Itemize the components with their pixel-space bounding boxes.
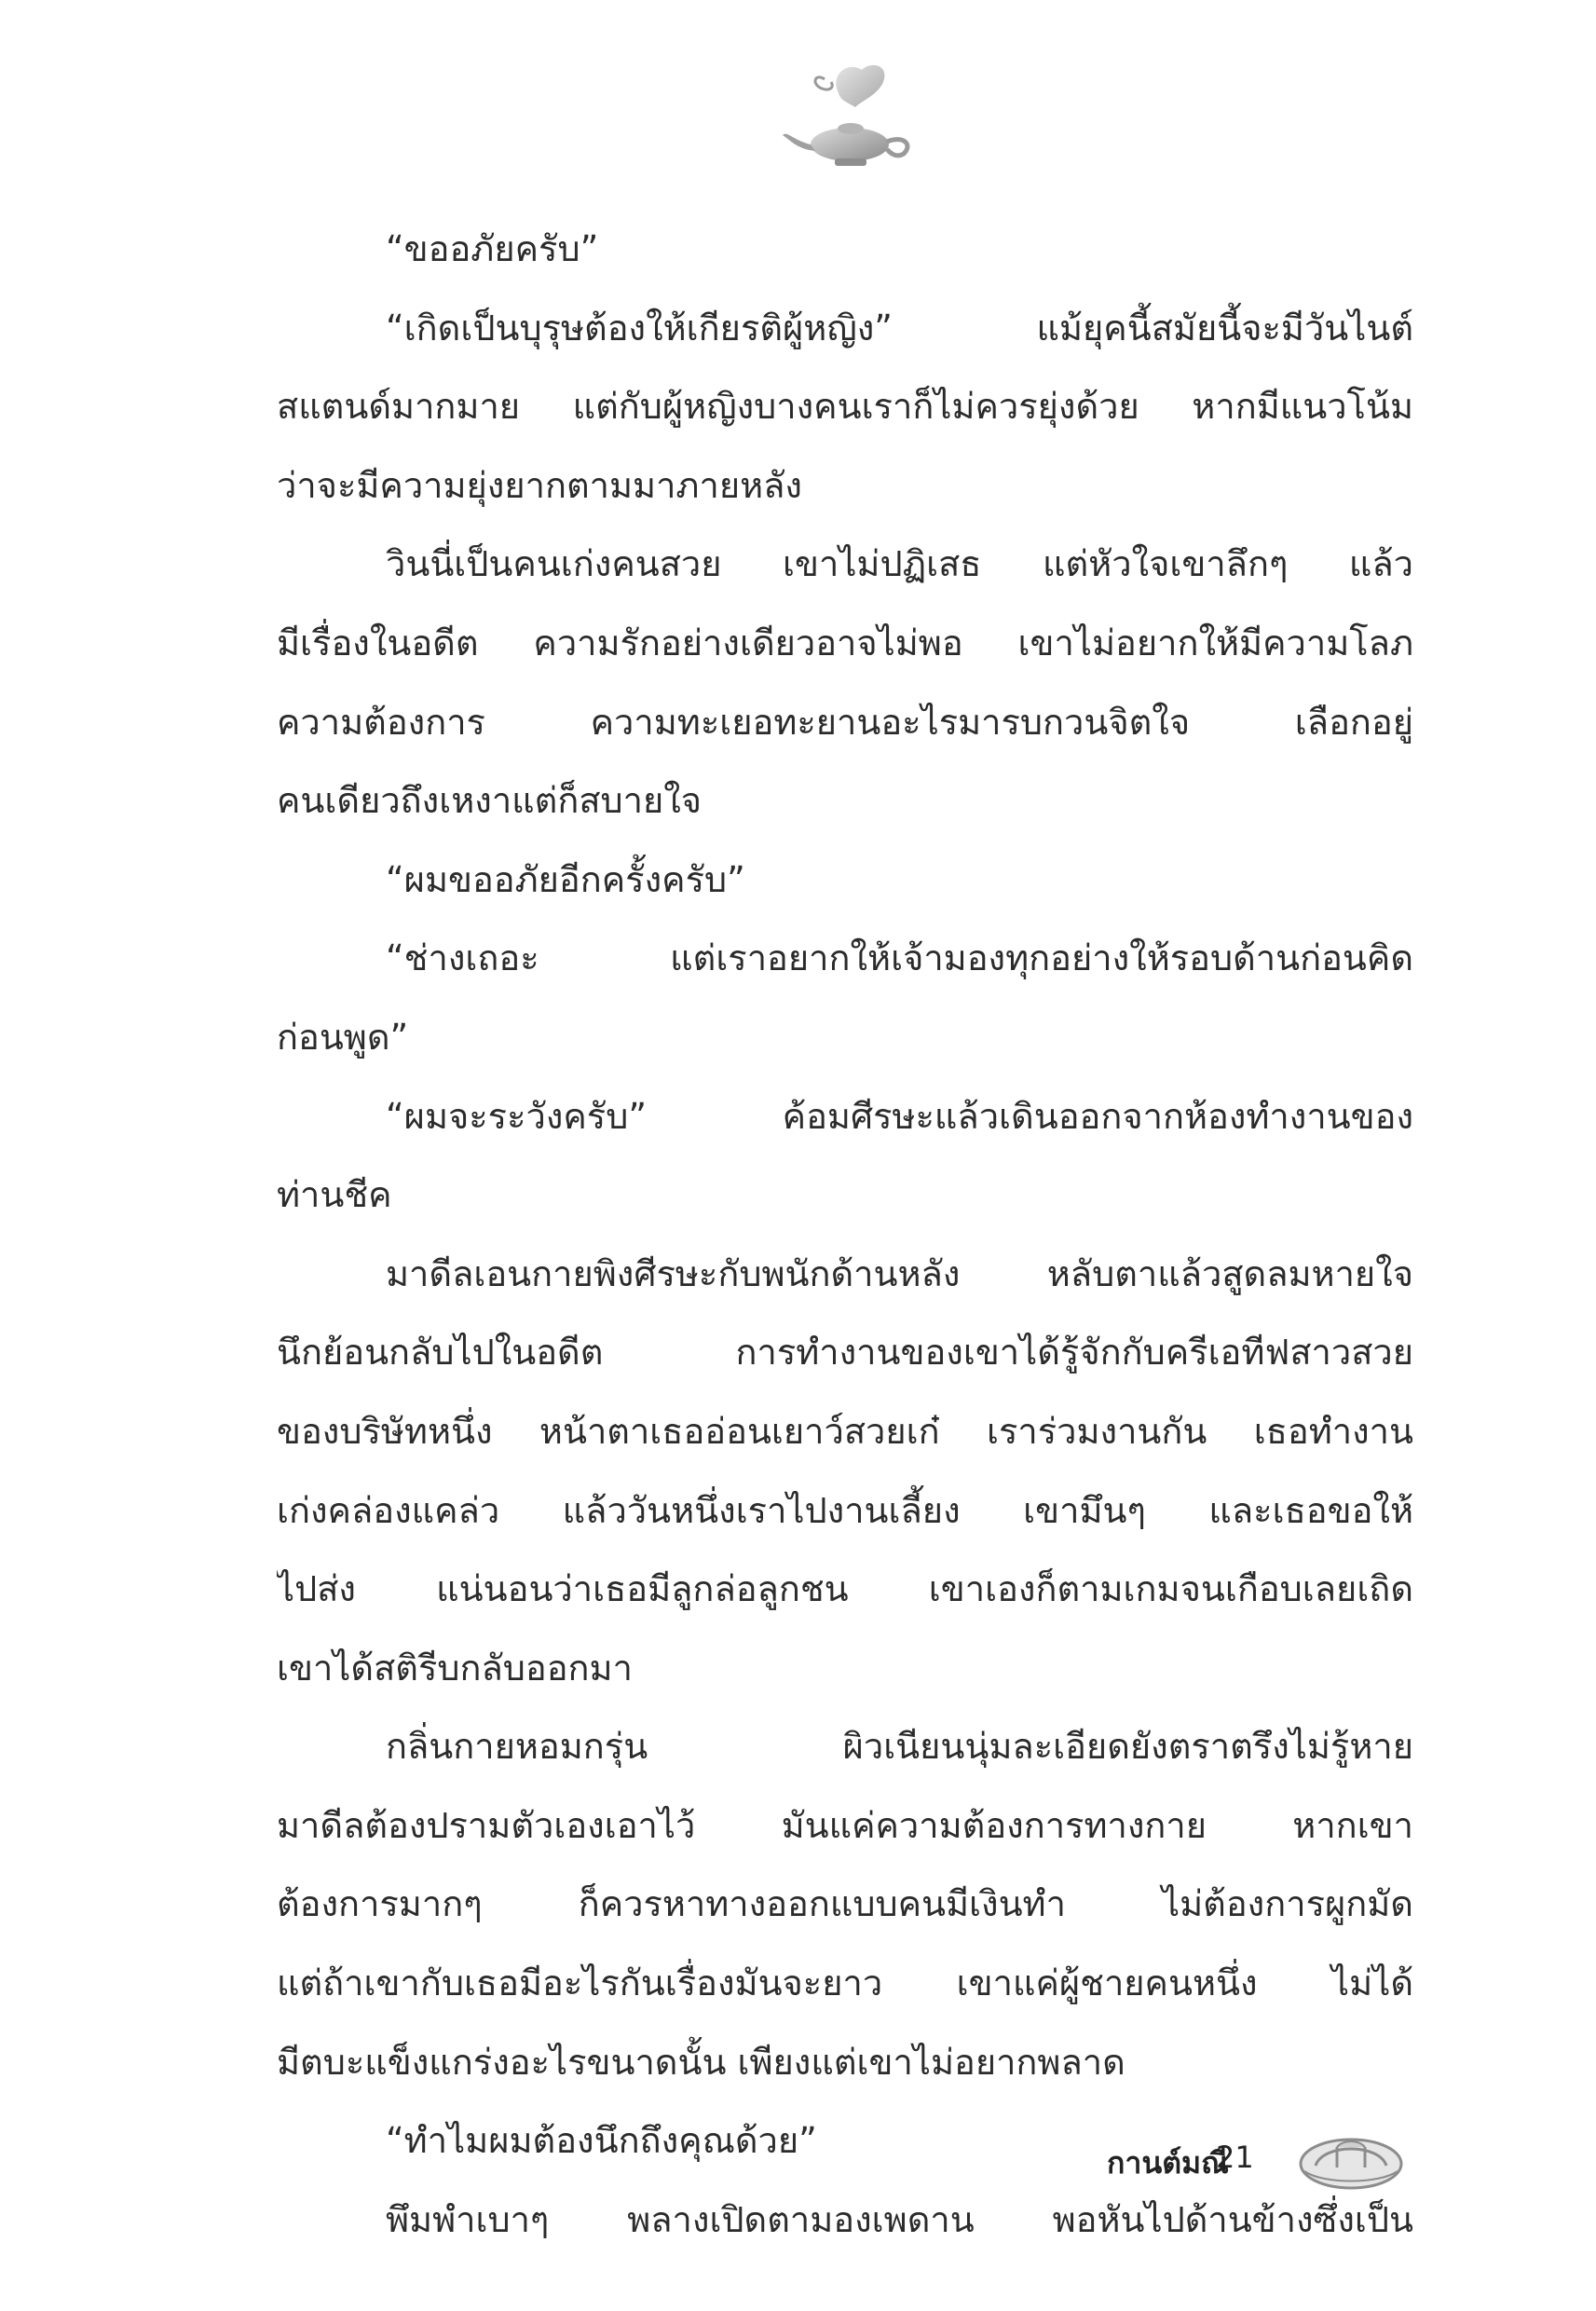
text-line: แต่ถ้าเขากับเธอมีอะไรกันเรื่องมันจะยาว เขาแค่ผู้ชายคนหนึ่ง ไม่ได้ xyxy=(277,1962,1413,2004)
text-line: “ผมจะระวังครับ” ค้อมศีรษะแล้วเดินออกจากห้องทำงานของ xyxy=(386,1095,1413,1137)
text-line: มีตบะแข็งแกร่งอะไรขนาดนั้น เพียงแต่เขาไม่อยากพลาด xyxy=(277,2041,1125,2083)
page-footer xyxy=(1099,2125,1416,2199)
text-line: มาดีลเอนกายพิงศีรษะกับพนักด้านหลัง หลับตาแล้วสูดลมหายใจ xyxy=(386,1252,1413,1294)
text-line: มาดีลต้องปรามตัวเองเอาไว้ มันแค่ความต้องการทางกาย หากเขา xyxy=(277,1804,1413,1846)
text-line: พึมพำเบาๆ พลางเปิดตามองเพดาน พอหันไปด้านข้างซึ่งเป็น xyxy=(386,2198,1413,2240)
text-line: วินนี่เป็นคนเก่งคนสวย เขาไม่ปฏิเสธ แต่หัวใจเขาลึกๆ แล้ว xyxy=(386,543,1413,585)
text-line: ของบริษัทหนึ่ง หน้าตาเธออ่อนเยาว์สวยเก๋ เราร่วมงานกัน เธอทำงาน xyxy=(277,1410,1413,1452)
text-line: สแตนด์มากมาย แต่กับผู้หญิงบางคนเราก็ไม่ควรยุ่งด้วย หากมีแนวโน้ม xyxy=(277,386,1413,428)
text-line: ไปส่ง แน่นอนว่าเธอมีลูกล่อลูกชน เขาเองก็ตามเกมจนเกือบเลยเถิด xyxy=(277,1568,1413,1610)
text-line: “ช่างเถอะ แต่เราอยากให้เจ้ามองทุกอย่างให้รอบด้านก่อนคิด xyxy=(386,937,1413,979)
body-text xyxy=(277,210,1413,2259)
book-title: กานต์มณี xyxy=(1107,2145,1229,2181)
text-line: มีเรื่องในอดีต ความรักอย่างเดียวอาจไม่พอ เขาไม่อยากให้มีความโลภ xyxy=(277,622,1413,663)
text-line: ความต้องการ ความทะเยอทะยานอะไรมารบกวนจิตใจ เลือกอยู่ xyxy=(277,701,1413,743)
page-number: 21 xyxy=(1216,2140,1254,2175)
text-line: กลิ่นกายหอมกรุ่น ผิวเนียนนุ่มละเอียดยังตราตรึงไม่รู้หาย xyxy=(386,1726,1413,1768)
text-line: ก่อนพูด” xyxy=(277,1016,409,1058)
text-line: ต้องการมากๆ ก็ควรหาทางออกแบบคนมีเงินทำ ไม่ต้องการผูกมัด xyxy=(277,1883,1413,1925)
text-line: เขาได้สติรีบกลับออกมา xyxy=(277,1647,633,1689)
text-line: คนเดียวถึงเหงาแต่ก็สบายใจ xyxy=(277,780,703,822)
text-line: ว่าจะมีความยุ่งยากตามมาภายหลัง xyxy=(277,464,802,506)
text-line: ท่านชีค xyxy=(277,1174,392,1216)
lamp-icon xyxy=(1295,2126,1407,2192)
text-line: “ทำไมผมต้องนึกถึงคุณด้วย” xyxy=(386,2120,817,2162)
text-line: “ขออภัยครับ” xyxy=(386,228,599,269)
text-line: นึกย้อนกลับไปในอดีต การทำงานของเขาได้รู้จักกับครีเอทีฟสาวสวย xyxy=(277,1332,1413,1374)
lamp-with-fairy-icon xyxy=(773,56,922,177)
text-line: “ผมขออภัยอีกครั้งครับ” xyxy=(386,858,745,900)
text-line: “เกิดเป็นบุรุษต้องให้เกียรติผู้หญิง” แม้ยุคนี้สมัยนี้จะมีวันไนต์ xyxy=(386,307,1413,349)
text-line: เก่งคล่องแคล่ว แล้ววันหนึ่งเราไปงานเลี้ยง เขามึนๆ และเธอขอให้ xyxy=(277,1489,1413,1531)
